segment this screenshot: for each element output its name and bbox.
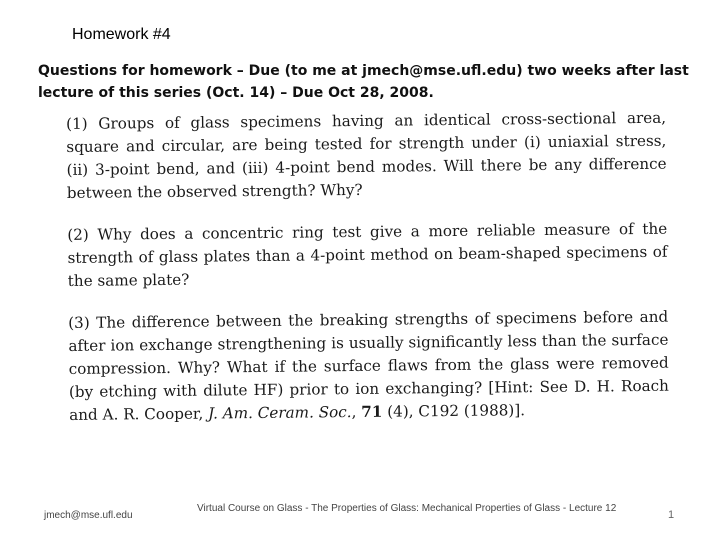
question-1: (1) Groups of glass specimens having an identical cross-sectional area, square and circular, are being tested for strength under (i) uniaxial stress, (ii) 3-point bend, and (iii) 4-point bend modes. Will there be any difference between the observed strength? Why? bbox=[66, 108, 667, 202]
footer-course-title: Virtual Course on Glass - The Properties of Glass: Mechanical Properties of Glass - Lecture 12 bbox=[197, 503, 617, 514]
journal-name: J. Am. Ceram. Soc. bbox=[208, 403, 352, 423]
slide-title: Homework #4 bbox=[72, 26, 171, 43]
footer-email: jmech@mse.ufl.edu bbox=[44, 510, 133, 521]
journal-volume: 71 bbox=[361, 402, 383, 421]
page-number: 1 bbox=[668, 509, 675, 521]
homework-instructions: Questions for homework – Due (to me at jmech@mse.ufl.edu) two weeks after last lecture of this series (Oct. 14) – Due Oct 28, 2008. bbox=[38, 63, 689, 101]
question-3-text: (3) The difference between the breaking strengths of specimens before and after ion exchange strengthening is usually significantly less than the surface compression. Why? What if the surface flaws from the glass were removed (by etching with dilute HF) prior to ion exchanging? [Hint: See D. H. Roach and A. R. Cooper, bbox=[68, 307, 669, 424]
question-2: (2) Why does a concentric ring test give a more reliable measure of the strength of glass plates than a 4-point method on beam-shaped specimens of the same plate? bbox=[67, 219, 668, 290]
citation-details: (4), C192 (1988)]. bbox=[382, 401, 526, 421]
question-3: (3) The difference between the breaking strengths of specimens before and after ion exchange strengthening is usually significantly less than the surface compression. Why? What if the surface flaws from the glass were removed (by etching with dilute HF) prior to ion exchanging? [Hint: See D. H. Roach and A. R. Cooper, J. Am. Ceram. Soc., 71 (4), C192 (1988)]. bbox=[68, 307, 669, 424]
scanned-questions bbox=[66, 107, 669, 446]
